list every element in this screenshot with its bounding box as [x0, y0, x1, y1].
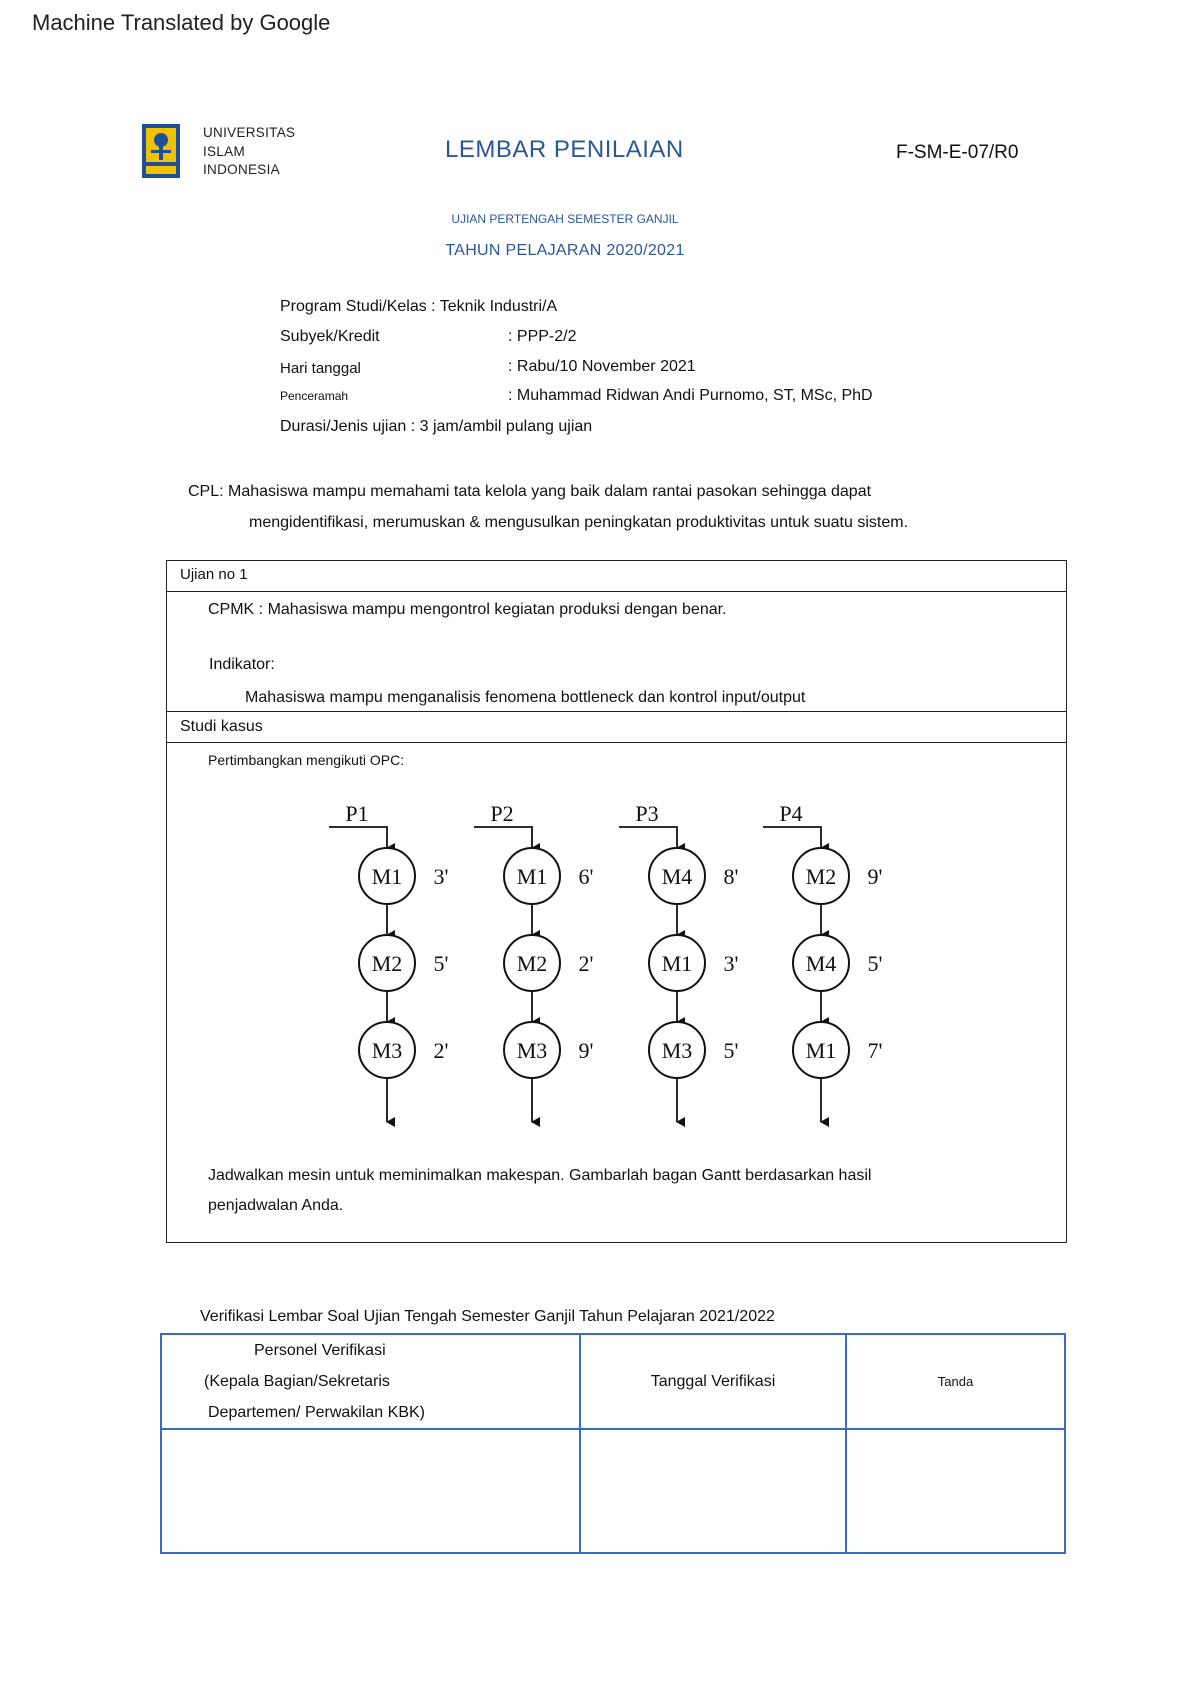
personnel-line-2: (Kepala Bagian/Sekretaris: [204, 1373, 390, 1390]
indicator-label: Indikator:: [209, 656, 275, 673]
case-intro: Pertimbangkan mengikuti OPC:: [208, 752, 405, 768]
university-name: [203, 124, 295, 180]
cpl-line-2: mengidentifikasi, merumuskan & mengusulkan peningkatan produktivitas untuk suatu sistem.: [249, 514, 909, 531]
university-line: ISLAM: [203, 143, 246, 159]
flow-arrow: [474, 827, 532, 848]
machine-label: M1: [805, 1038, 837, 1063]
university-line: INDONESIA: [203, 162, 280, 177]
cpl-statement: [188, 476, 1028, 538]
machine-label: M2: [805, 864, 837, 889]
verification-personnel-cell[interactable]: [161, 1429, 580, 1553]
form-code: F-SM-E-07/R0: [896, 142, 1019, 163]
lecturer-label: Penceramah: [280, 389, 349, 403]
process-time-label: 3': [723, 951, 739, 976]
process-time-label: 7': [867, 1038, 883, 1063]
date-value: : Rabu/10 November 2021: [508, 358, 696, 375]
subject-label: Subyek/Kredit: [280, 328, 380, 345]
machine-label: M4: [661, 864, 693, 889]
opc-diagram: [327, 801, 887, 1131]
process-time-label: 8': [723, 864, 739, 889]
flow-arrow: [763, 827, 821, 848]
divider: [167, 711, 1066, 712]
flow-arrow: [329, 827, 387, 848]
machine-label: M2: [371, 951, 403, 976]
machine-translated-banner: Machine Translated by Google: [32, 10, 331, 35]
cpl-line-1: CPL: Mahasiswa mampu memahami tata kelola yang baik dalam rantai pasokan sehingga dapat: [188, 483, 872, 500]
process-time-label: 2': [578, 951, 594, 976]
cpmk-statement: CPMK : Mahasiswa mampu mengontrol kegiatan produksi dengan benar.: [208, 601, 727, 618]
product-label: P1: [345, 801, 369, 826]
date-label: Hari tanggal: [280, 360, 361, 377]
subject-value: : PPP-2/2: [508, 328, 577, 345]
personnel-line-1: Personel Verifikasi: [254, 1342, 386, 1359]
task-line-1: Jadwalkan mesin untuk meminimalkan makespan. Gambarlah bagan Gantt berdasarkan hasil: [208, 1167, 872, 1184]
exam-subtitle: UJIAN PERTENGAH SEMESTER GANJIL: [451, 212, 679, 226]
indicator-text: Mahasiswa mampu menganalisis fenomena bottleneck dan kontrol input/output: [245, 689, 806, 706]
process-time-label: 2': [433, 1038, 449, 1063]
process-time-label: 5': [867, 951, 883, 976]
flow-arrow: [619, 827, 677, 848]
verification-date-cell[interactable]: [580, 1429, 846, 1553]
university-line: UNIVERSITAS: [203, 125, 296, 140]
machine-label: M3: [661, 1038, 693, 1063]
page-title: LEMBAR PENILAIAN: [445, 136, 684, 163]
process-time-label: 5': [433, 951, 449, 976]
product-label: P4: [779, 801, 803, 826]
verification-table: [160, 1333, 1066, 1554]
machine-label: M3: [516, 1038, 548, 1063]
process-time-label: 6': [578, 864, 594, 889]
duration-line: Durasi/Jenis ujian : 3 jam/ambil pulang ujian: [280, 418, 593, 435]
process-time-label: 5': [723, 1038, 739, 1063]
machine-label: M1: [371, 864, 403, 889]
divider: [167, 742, 1066, 743]
product-label: P2: [490, 801, 514, 826]
machine-label: M1: [516, 864, 548, 889]
verification-date-header: Tanggal Verifikasi: [580, 1334, 846, 1429]
machine-label: M4: [805, 951, 837, 976]
product-label: P3: [635, 801, 659, 826]
program-line: Program Studi/Kelas : Teknik Industri/A: [280, 298, 558, 315]
lecturer-value: : Muhammad Ridwan Andi Purnomo, ST, MSc, PhD: [508, 387, 873, 404]
task-line-2: penjadwalan Anda.: [208, 1197, 344, 1214]
process-time-label: 3': [433, 864, 449, 889]
machine-label: M1: [661, 951, 693, 976]
verification-title: Verifikasi Lembar Soal Ujian Tengah Semester Ganjil Tahun Pelajaran 2021/2022: [200, 1308, 775, 1325]
personnel-line-3: Departemen/ Perwakilan KBK): [208, 1404, 425, 1421]
machine-label: M2: [516, 951, 548, 976]
divider: [167, 591, 1066, 592]
university-logo: [142, 124, 180, 178]
exam-number: Ujian no 1: [180, 566, 248, 583]
case-study-label: Studi kasus: [180, 718, 263, 735]
academic-year: TAHUN PELAJARAN 2020/2021: [445, 242, 685, 259]
process-time-label: 9': [867, 864, 883, 889]
verification-personnel-header: [161, 1334, 580, 1429]
exam-box: [166, 560, 1067, 1243]
verification-sign-cell[interactable]: [846, 1429, 1065, 1553]
process-time-label: 9': [578, 1038, 594, 1063]
verification-sign-header: Tanda: [846, 1334, 1065, 1429]
task-text: [208, 1161, 871, 1221]
machine-label: M3: [371, 1038, 403, 1063]
